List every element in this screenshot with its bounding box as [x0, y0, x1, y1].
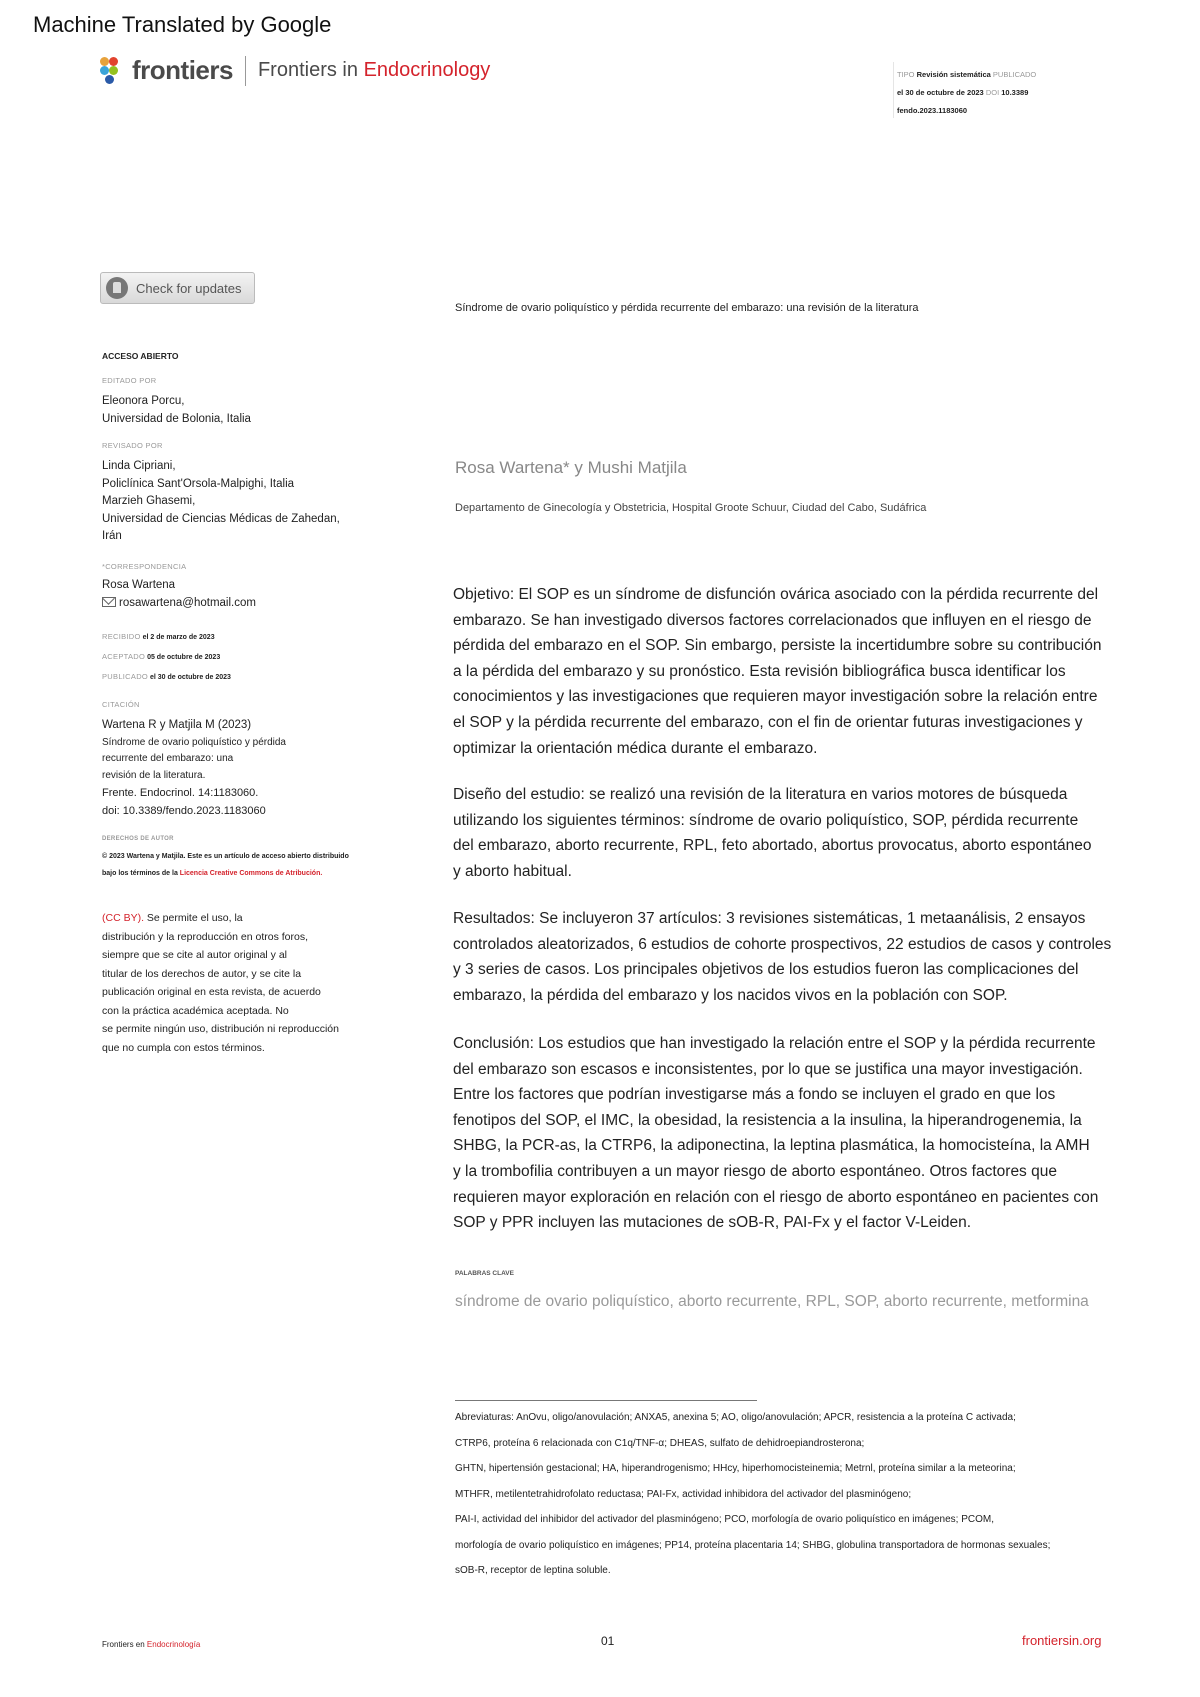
- copyright-label: DERECHOS DE AUTOR: [102, 836, 174, 842]
- abstract-line: Entre los factores que podrían investigarse más a fondo se incluyen el grado en que los: [453, 1086, 1056, 1104]
- reviewer2-name: Marzieh Ghasemi,: [102, 495, 196, 507]
- citation-line: Wartena R y Matjila M (2023): [102, 719, 252, 731]
- license-link[interactable]: Licencia Creative Commons de Atribución.: [179, 870, 323, 877]
- license-line: con la práctica académica aceptada. No: [102, 1004, 289, 1017]
- edited-by-label: EDITADO POR: [102, 376, 157, 385]
- license-line: publicación original en esta revista, de acuerdo: [102, 986, 321, 998]
- cc-by-link[interactable]: (CC BY).: [102, 912, 144, 924]
- abstract-line: el SOP y la pérdida recurrente del embarazo, con el fin de orientar futuras investigaciones y: [453, 713, 1083, 731]
- accepted-date: 05 de octubre de 2023: [147, 654, 221, 661]
- reviewer1-name: Linda Cipriani,: [102, 460, 176, 472]
- meta-doi-part2[interactable]: fendo.2023.1183060: [897, 106, 968, 115]
- logo-journal-name: Endocrinology: [363, 59, 491, 81]
- citation-line: revisión de la literatura.: [102, 769, 206, 781]
- email-link[interactable]: rosawartena@hotmail.com: [119, 596, 256, 609]
- accepted-label: ACEPTADO: [102, 652, 146, 661]
- article-title: Síndrome de ovario poliquístico y pérdida recurrente del embarazo: una revisión de la literatura: [455, 302, 919, 314]
- open-access-label: ACCESO ABIERTO: [102, 351, 179, 361]
- citation-label: CITACIÓN: [102, 700, 140, 709]
- meta-published-date: el 30 de octubre de 2023: [897, 88, 984, 97]
- abstract-design: [453, 782, 1123, 884]
- footer-journal: [102, 1640, 200, 1649]
- footnote-line: MTHFR, metilentetrahidrofolato reductasa; PAI-Fx, actividad inhibidora del activador del plasminógeno;: [455, 1488, 912, 1500]
- abstract-line: fenotipos del SOP, el IMC, la obesidad, la resistencia a la insulina, la hiperandrogenemia, la: [453, 1111, 1082, 1129]
- correspondence-email[interactable]: [102, 595, 392, 613]
- license-section: [102, 909, 392, 1057]
- abstract-line: utilizando los siguientes términos: síndrome de ovario poliquístico, SOP, pérdida recurrente: [453, 811, 1079, 829]
- correspondence-label: *CORRESPONDENCIA: [102, 562, 187, 571]
- abstract-objective: [453, 582, 1123, 761]
- copyright-line: © 2023 Wartena y Matjila. Este es un artículo de acceso abierto distribuido: [102, 853, 349, 860]
- license-line: distribución y la reproducción en otros foros,: [102, 930, 309, 943]
- abstract-line: Diseño del estudio: se realizó una revisión de la literatura en varios motores de búsqueda: [453, 786, 1068, 803]
- abstract-line: controlados aleatorizados, 6 estudios de cohorte prospectivos, 22 estudios de casos y controles: [453, 935, 1112, 953]
- citation-doi[interactable]: doi: 10.3389/fendo.2023.1183060: [102, 805, 266, 817]
- citation-line: Frente. Endocrinol. 14:1183060.: [102, 787, 259, 799]
- footnote-line: PAI-I, actividad del inhibidor del activador del plasminógeno; PCO, morfología de ovario poliquístico en imágenes; PCOM,: [455, 1514, 994, 1525]
- abbreviations-footnote: [455, 1405, 1155, 1584]
- license-line: titular de los derechos de autor, y se cite la: [102, 967, 302, 980]
- abstract-line: embarazo. Se han investigado diversos factores correlacionados que influyen en el riesgo de: [453, 611, 1092, 629]
- footer-site-link[interactable]: frontiersin.org: [1022, 1633, 1102, 1648]
- footer-journal-prefix: Frontiers en: [102, 1640, 147, 1649]
- citation-line: Síndrome de ovario poliquístico y pérdida: [102, 736, 286, 748]
- received-label: RECIBIDO: [102, 632, 141, 641]
- footnote-line: morfología de ovario poliquístico en imágenes; PP14, proteína placentaria 14; SHBG, globulina transportadora de hormonas sexuales;: [455, 1539, 1051, 1551]
- article-meta: [897, 66, 1087, 120]
- abstract-line: optimizar la orientación médica durante el embarazo.: [453, 739, 818, 757]
- meta-type-value: Revisión sistemática: [916, 70, 991, 79]
- citation-section: [102, 700, 392, 820]
- footnote-line: CTRP6, proteína 6 relacionada con C1q/TNF-α; DHEAS, sulfato de dehidroepiandrosterona;: [455, 1437, 865, 1449]
- edited-by-section: [102, 376, 392, 428]
- meta-doi-part1[interactable]: 10.3389: [1001, 88, 1029, 97]
- copyright-line: bajo los términos de la: [102, 870, 180, 877]
- license-line: Se permite el uso, la: [144, 912, 243, 924]
- logo-brand: frontiers: [132, 55, 233, 85]
- reviewed-by-section: [102, 441, 392, 546]
- check-for-updates-label: Check for updates: [136, 280, 242, 296]
- abstract-line: requieren mayor exploración en relación con el riesgo de aborto espontáneo en pacientes con: [453, 1188, 1099, 1206]
- abstract-line: y 3 series de casos. Los principales objetivos de los estudios fueron las complicaciones del: [453, 961, 1079, 979]
- abstract-line: del embarazo son escasos e inconsistentes, por lo que se justifica una mayor investigación.: [453, 1060, 1083, 1078]
- dates-section: [102, 628, 392, 686]
- citation-line: recurrente del embarazo: una: [102, 753, 234, 764]
- meta-divider: [893, 62, 894, 118]
- abstract-line: Objetivo: El SOP es un síndrome de disfunción ovárica asociado con la pérdida recurrente del: [453, 586, 1099, 603]
- abstract-results: [453, 906, 1123, 1008]
- translation-banner: Machine Translated by Google: [33, 12, 332, 37]
- abstract-line: Resultados: Se incluyeron 37 artículos: 3 revisiones sistemáticas, 1 metaanálisis, 2 ensayos: [453, 910, 1086, 927]
- abstract-line: pérdida del embarazo en el SOP. Sin embargo, persiste la incertidumbre sobre su contribución: [453, 637, 1102, 655]
- check-for-updates-button[interactable]: [100, 272, 255, 304]
- mail-icon: [102, 597, 116, 607]
- footnote-divider: [455, 1400, 757, 1401]
- frontiers-logo-icon: [100, 57, 126, 85]
- published-date: el 30 de octubre de 2023: [150, 674, 231, 681]
- footnote-line: GHTN, hipertensión gestacional; HA, hiperandrogenismo; HHcy, hiperhomocisteinemia; Metrnl, proteína similar a la meteorina;: [455, 1463, 1016, 1474]
- abstract-line: a la pérdida del embarazo y su pronóstico. Esta revisión bibliográfica busca identificar los: [453, 662, 1066, 680]
- abstract-line: y aborto habitual.: [453, 862, 572, 880]
- page-number: 01: [601, 1634, 615, 1648]
- journal-logo[interactable]: [100, 55, 490, 86]
- reviewer2-affiliation: Universidad de Ciencias Médicas de Zahedan,: [102, 512, 340, 525]
- footnote-line: sOB-R, receptor de leptina soluble.: [455, 1565, 611, 1576]
- logo-journal: [258, 59, 490, 82]
- logo-divider: [245, 56, 246, 86]
- received-date: el 2 de marzo de 2023: [142, 634, 215, 641]
- update-bookmark-icon: [106, 277, 128, 299]
- logo-journal-prefix: Frontiers in: [257, 59, 364, 81]
- abstract-line: Conclusión: Los estudios que han investigado la relación entre el SOP y la pérdida recurrente: [453, 1035, 1096, 1052]
- copyright-section: [102, 836, 392, 882]
- editor-name: Eleonora Porcu,: [102, 395, 185, 407]
- abstract-line: SHBG, la PCR-as, la CTRP6, la adiponectina, la leptina plasmática, la homocisteína, la AMH: [453, 1137, 1090, 1155]
- footnote-line: Abreviaturas: AnOvu, oligo/anovulación; ANXA5, anexina 5; AO, oligo/anovulación; APCR, resistencia a la proteína C activada;: [455, 1412, 1016, 1423]
- correspondence-section: [102, 562, 392, 612]
- keywords: síndrome de ovario poliquístico, aborto recurrente, RPL, SOP, aborto recurrente, metformina: [455, 1293, 1089, 1310]
- authors: Rosa Wartena* y Mushi Matjila: [455, 458, 687, 477]
- correspondence-name: Rosa Wartena: [102, 579, 176, 591]
- abstract-line: del embarazo, aborto recurrente, RPL, feto abortado, abortus provocatus, aborto espontáneo: [453, 837, 1092, 855]
- license-line: siempre que se cite al autor original y al: [102, 949, 288, 961]
- meta-type-label: TIPO: [897, 70, 915, 79]
- published-label: PUBLICADO: [102, 672, 149, 681]
- abstract-line: embarazo, la pérdida del embarazo y los nacidos vivos en la población con SOP.: [453, 986, 1008, 1004]
- license-line: que no cumpla con estos términos.: [102, 1041, 265, 1054]
- reviewer1-affiliation: Policlínica Sant'Orsola-Malpighi, Italia: [102, 477, 295, 490]
- license-line: se permite ningún uso, distribución ni reproducción: [102, 1023, 339, 1035]
- reviewed-by-label: REVISADO POR: [102, 441, 163, 450]
- abstract-line: SOP y PPR incluyen las mutaciones de sOB-R, PAI-Fx y el factor V-Leiden.: [453, 1214, 972, 1232]
- reviewer2-country: Irán: [102, 530, 122, 542]
- affiliation: Departamento de Ginecología y Obstetricia, Hospital Groote Schuur, Ciudad del Cabo, Sudáfrica: [455, 502, 927, 514]
- keywords-label: PALABRAS CLAVE: [455, 1270, 514, 1277]
- abstract-line: conocimientos y las investigaciones que requieren mayor investigación sobre la relación entre: [453, 688, 1098, 706]
- meta-doi-label: DOI: [985, 88, 1000, 97]
- abstract-conclusion: [453, 1031, 1123, 1236]
- meta-published-label: PUBLICADO: [992, 70, 1037, 79]
- editor-affiliation: Universidad de Bolonia, Italia: [102, 412, 251, 425]
- abstract-line: y la trombofilia contribuyen a un mayor riesgo de aborto espontáneo. Otros factores que: [453, 1162, 1057, 1180]
- footer-journal-name: Endocrinología: [146, 1640, 201, 1649]
